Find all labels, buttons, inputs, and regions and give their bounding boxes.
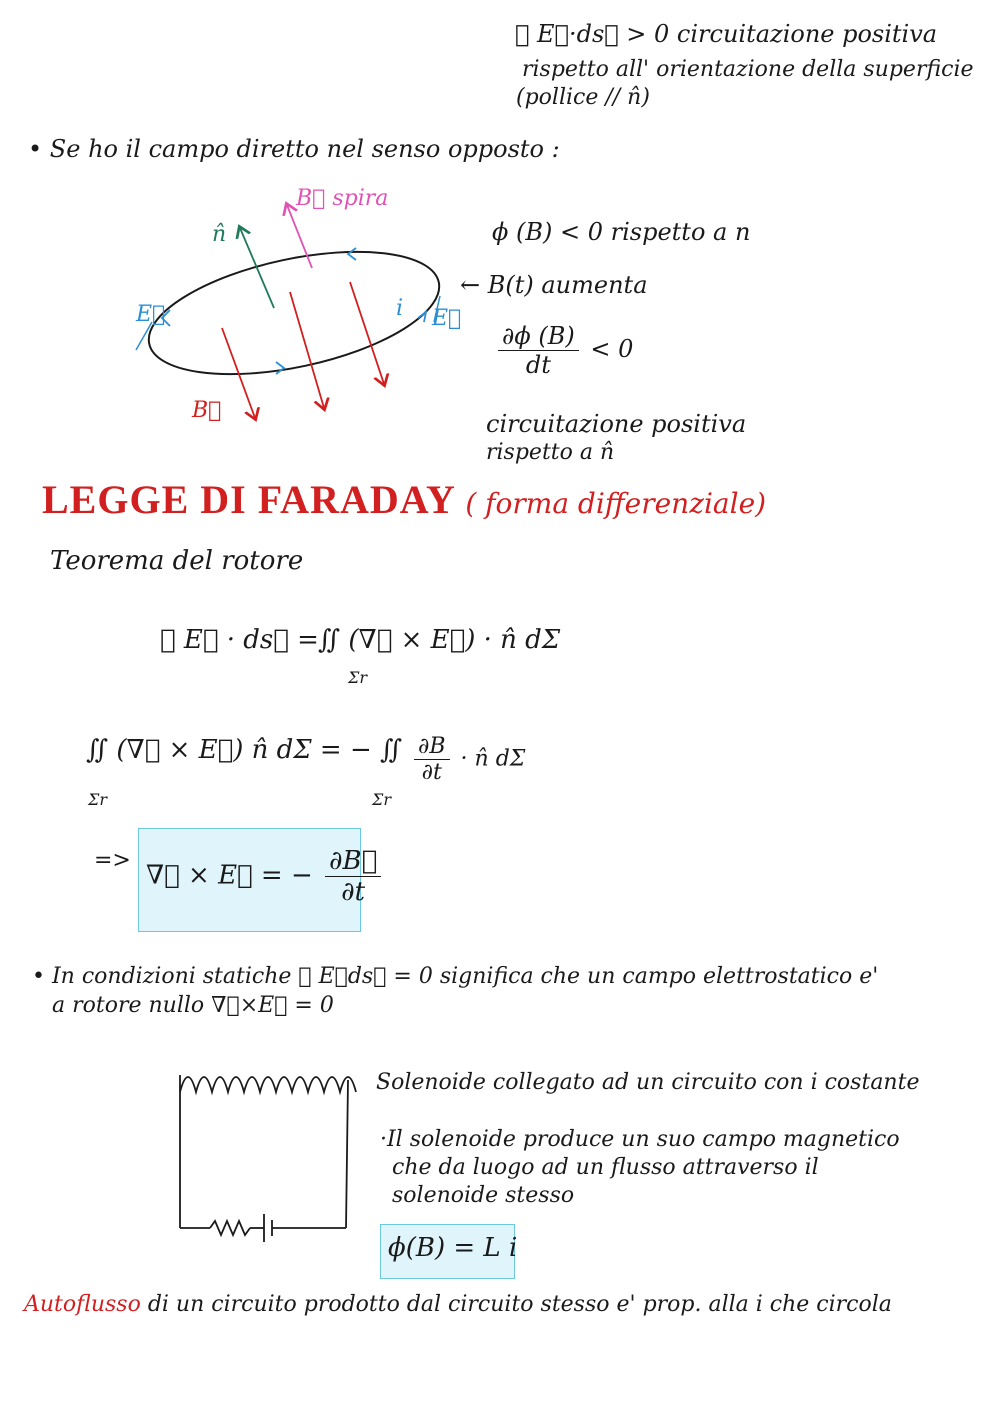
section-title-main: LEGGE DI FARADAY xyxy=(42,477,455,522)
b-field-arrow-3 xyxy=(350,282,384,384)
resistor-icon xyxy=(210,1221,250,1235)
eq3-frac xyxy=(325,846,381,907)
eq2-frac-den: ∂t xyxy=(421,760,442,785)
eq3-content xyxy=(146,846,385,907)
note-circulation-2: rispetto a n̂ xyxy=(486,440,615,465)
derivative-fraction xyxy=(498,322,579,379)
eq3-frac-num: ∂B⃗ xyxy=(325,846,381,877)
top-note-line3: (pollice // n̂) xyxy=(516,85,650,110)
circuit-right-wire xyxy=(346,1080,348,1228)
bullet-opposite-field: • Se ho il campo diretto nel senso opposto : xyxy=(28,135,560,163)
solenoid-coil xyxy=(180,1077,356,1092)
label-b-spira: B⃗ spira xyxy=(296,186,389,211)
label-e-right: E⃗ xyxy=(432,306,462,331)
autoflusso-rest: di un circuito prodotto dal circuito stesso e' prop. alla i che circola xyxy=(147,1292,892,1317)
derivative-num: ∂ϕ (B) xyxy=(498,322,579,351)
note-circulation-1: circuitazione positiva xyxy=(486,410,747,438)
label-b-field: B⃗ xyxy=(192,398,222,423)
eq2-sub-right: Σr xyxy=(372,790,391,809)
normal-arrow xyxy=(240,228,274,308)
autoflusso-word: Autoflusso xyxy=(24,1292,141,1317)
solenoid-line2: ·Il solenoide produce un suo campo magnetico xyxy=(380,1127,900,1152)
section-title xyxy=(42,476,766,523)
solenoid-line4: solenoide stesso xyxy=(392,1183,575,1208)
note-b-increasing: ← B(t) aumenta xyxy=(460,271,648,299)
solenoid-line1: Solenoide collegato ad un circuito con i costante xyxy=(376,1070,920,1095)
teorema-rotore: Teorema del rotore xyxy=(50,546,304,576)
eq1-lhs: ∮ E⃗ · ds⃗ = xyxy=(160,625,319,655)
eq2-lhs: ∬ (∇⃗ × E⃗) n̂ dΣ = − ∬ xyxy=(86,735,403,765)
b-field-arrow-2 xyxy=(290,292,324,408)
derivative-relation: < 0 xyxy=(590,335,634,363)
bullet-static-text1: In condizioni statiche ∮ E⃗ds⃗ = 0 significa che un campo elettrostatico e' xyxy=(51,964,879,989)
eq3-arrow: => xyxy=(94,848,131,873)
label-normal: n̂ xyxy=(212,222,227,247)
self-inductance-formula: ϕ(B) = L i xyxy=(388,1233,518,1263)
circulation-arrow-right xyxy=(418,312,426,322)
circulation-arrow-bottom xyxy=(276,362,284,374)
solenoid-line3: che da luogo ad un flusso attraverso il xyxy=(392,1155,819,1180)
circulation-arrow-top xyxy=(348,248,356,260)
note-flux-negative: ϕ (B) < 0 rispetto a n xyxy=(492,218,751,246)
top-note-line1: ∮ E⃗·ds⃗ > 0 circuitazione positiva xyxy=(515,20,938,48)
label-e-left: E⃗ xyxy=(136,302,166,327)
eq2-frac-num: ∂B xyxy=(414,734,450,760)
eq1-sub: Σr xyxy=(348,668,367,687)
note-derivative xyxy=(494,322,633,379)
bullet-opposite-text: Se ho il campo diretto nel senso opposto : xyxy=(49,135,560,163)
eq2-fraction xyxy=(410,734,525,785)
eq3-lhs: ∇⃗ × E⃗ = − xyxy=(146,860,313,891)
current-loop xyxy=(138,229,450,396)
derivative-den: dt xyxy=(525,351,551,379)
top-note-line2: rispetto all' orientazione della superficie xyxy=(522,57,974,82)
eq1-rhs: ∬ (∇⃗ × E⃗) · n̂ dΣ xyxy=(318,625,561,655)
section-title-sub: ( forma differenziale) xyxy=(465,487,767,520)
eq3-frac-den: ∂t xyxy=(341,877,366,907)
label-current-i: i xyxy=(396,296,404,321)
bullet-static-line2: a rotore nullo ∇⃗×E⃗ = 0 xyxy=(52,993,334,1018)
eq2-tail: · n̂ dΣ xyxy=(460,746,526,772)
eq2-frac xyxy=(414,734,450,785)
solenoid-circuit xyxy=(180,1075,356,1242)
eq2-sub-left: Σr xyxy=(88,790,107,809)
bullet-static-line1: • In condizioni statiche ∮ E⃗ds⃗ = 0 significa che un campo elettrostatico e' xyxy=(32,964,879,989)
autoflusso-line xyxy=(24,1292,892,1317)
